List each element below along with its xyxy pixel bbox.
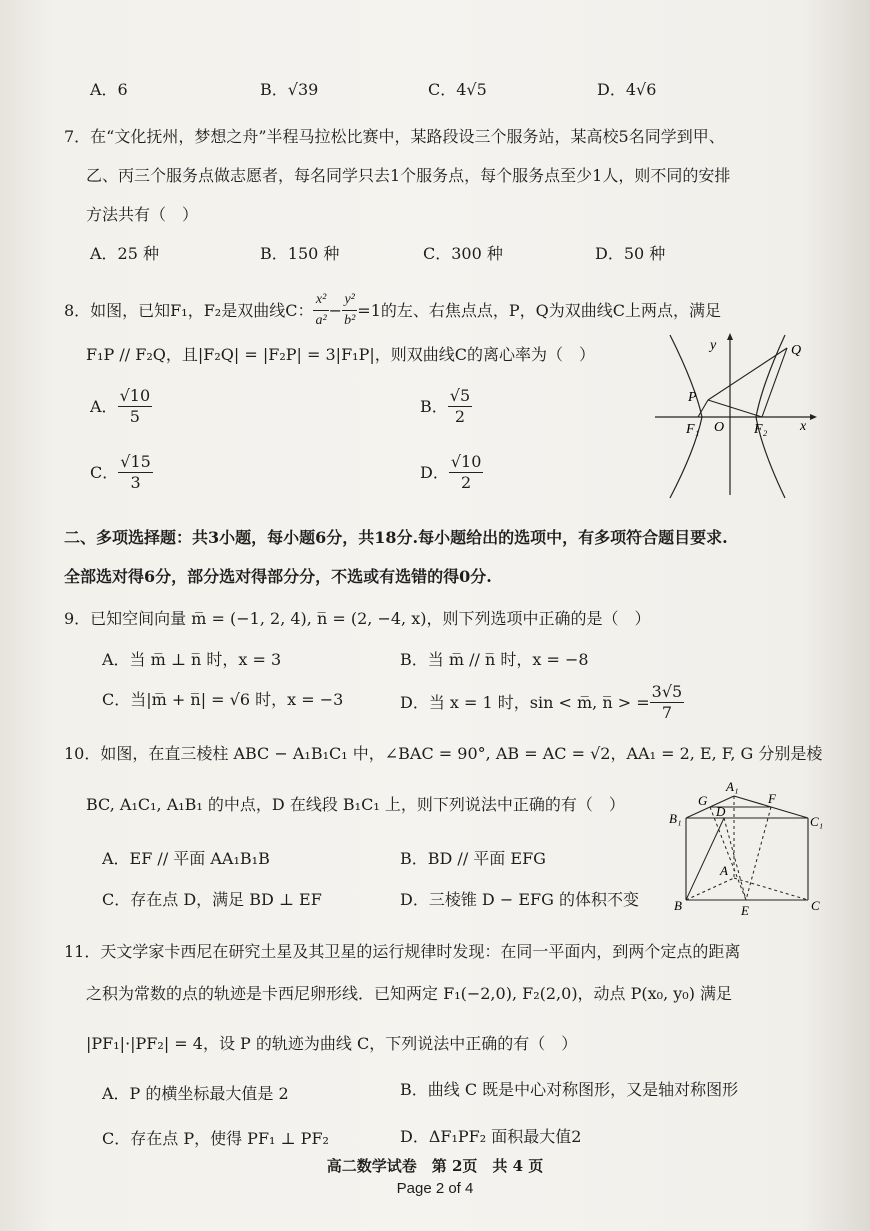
q8-frac-y-den: b²	[344, 313, 356, 328]
q8-frac-y	[342, 290, 357, 331]
label-C: C	[811, 898, 820, 913]
q6-option-d: D．4√6	[597, 80, 657, 99]
q8-option-a-den: 5	[129, 407, 140, 426]
label-A: A	[720, 863, 728, 878]
label-B: B	[674, 898, 682, 913]
section2-header-line1: 二、多项选择题：共3小题，每小题6分，共18分.每小题给出的选项中，有多项符合题目要求.	[64, 528, 728, 547]
label-A1: A₁	[726, 779, 739, 794]
q8-stem-prefix: 8．如图，已知F₁，F₂是双曲线C：	[64, 300, 314, 320]
q9-option-c: C．当|m̅ + n̅| = √6 时，x = −3	[102, 690, 344, 709]
q8-hyperbola-figure	[650, 330, 820, 500]
q10-option-d: D．三棱锥 D − EFG 的体积不变	[400, 890, 639, 909]
q8-frac-x-den: a²	[315, 313, 327, 328]
q8-option-d-den: 2	[461, 473, 472, 492]
label-C1: C₁	[810, 814, 824, 829]
q11-stem-line1: 11．天文学家卡西尼在研究土星及其卫星的运行规律时发现：在同一平面内，到两个定点的距离	[64, 942, 741, 961]
q9-option-d-num: 3√5	[651, 682, 683, 701]
label-Q: Q	[791, 343, 802, 358]
q10-stem-line1: 10．如图，在直三棱柱 ABC − A₁B₁C₁ 中，∠BAC = 90°, AB = AC = √2，AA₁ = 2, E, F, G 分别是棱	[64, 744, 823, 763]
label-P: P	[688, 390, 697, 405]
q8-option-a-frac	[118, 386, 153, 427]
q8-stem-line1	[64, 290, 721, 331]
q9-option-d	[400, 682, 684, 723]
q8-option-c-num: √15	[120, 452, 151, 471]
label-F2: F₂	[754, 422, 768, 437]
q11-stem-line2: 之积为常数的点的轨迹是卡西尼卵形线．已知两定 F₁(−2,0), F₂(2,0)，动点 P(x₀, y₀) 满足	[86, 984, 733, 1003]
x-axis-arrow	[810, 414, 817, 420]
q8-option-b-frac	[448, 386, 472, 427]
q8-option-c-frac	[118, 452, 153, 493]
segment-BD	[686, 818, 724, 900]
q7-option-b: B．150 种	[260, 244, 340, 263]
q8-frac-x	[313, 290, 328, 331]
q8-option-a-label: A．	[90, 396, 118, 416]
q10-stem-line2: BC, A₁C₁, A₁B₁ 的中点，D 在线段 B₁C₁ 上，则下列说法中正确的有（ ）	[86, 795, 625, 814]
q10-option-c: C．存在点 D，满足 BD ⊥ EF	[102, 890, 322, 909]
q9-stem: 9．已知空间向量 m̅ = (−1, 2, 4), n̅ = (2, −4, x)，则下列选项中正确的是（ ）	[64, 609, 651, 628]
q7-stem-line3: 方法共有（ ）	[86, 205, 199, 224]
q10-option-b: B．BD // 平面 EFG	[400, 849, 546, 868]
label-E: E	[741, 903, 749, 918]
q8-eq-rest: =1	[357, 300, 381, 320]
q8-option-a	[90, 386, 152, 427]
label-G: G	[698, 793, 708, 808]
q8-option-d-num: √10	[450, 452, 482, 471]
q9-option-d-den: 7	[661, 703, 673, 722]
label-B1: B₁	[669, 811, 682, 826]
label-y: y	[710, 338, 717, 353]
segment-DE	[724, 818, 746, 900]
label-x: x	[800, 419, 807, 434]
label-O: O	[714, 420, 725, 435]
q10-option-a: A．EF // 平面 AA₁B₁B	[102, 849, 270, 868]
q6-option-a: A．6	[90, 80, 128, 99]
q11-stem-line3: |PF₁|·|PF₂| = 4，设 P 的轨迹为曲线 C，下列说法中正确的有（ ）	[86, 1034, 578, 1053]
q6-option-b: B．√39	[260, 80, 319, 99]
segment-FE	[746, 807, 771, 900]
q8-stem-suffix: 的左、右焦点点，P，Q为双曲线C上两点，满足	[380, 300, 722, 320]
q8-option-b-label: B．	[420, 396, 448, 416]
q8-frac-x-num: x²	[313, 290, 328, 311]
q8-option-c-label: C．	[90, 462, 119, 482]
edge-AB	[686, 878, 734, 900]
q7-stem-line1: 7．在“文化抚州，梦想之舟”半程马拉松比赛中，某路段设三个服务站，某高校5名同学到甲、	[64, 127, 725, 146]
q8-option-c-den: 3	[130, 473, 141, 492]
q9-option-a: A．当 m̅ ⊥ n̅ 时，x = 3	[102, 650, 282, 669]
q7-option-d: D．50 种	[595, 244, 666, 263]
q8-minus: −	[328, 300, 343, 320]
q10-prism-figure	[668, 778, 830, 918]
q7-option-c: C．300 种	[423, 244, 503, 263]
q6-option-c: C．4√5	[428, 80, 487, 99]
q8-option-a-num: √10	[119, 386, 151, 405]
q8-stem-line2: F₁P // F₂Q，且|F₂Q| = |F₂P| = 3|F₁P|，则双曲线C的离心率为（ ）	[86, 345, 595, 364]
q8-option-b-den: 2	[454, 407, 466, 426]
q8-option-b-num: √5	[449, 386, 471, 405]
q8-option-b	[420, 386, 472, 427]
q8-frac-y-num: y²	[342, 290, 357, 311]
section2-header-line2: 全部选对得6分，部分选对得部分分，不选或有选错的得0分.	[64, 567, 492, 586]
q8-option-d-frac	[449, 452, 484, 493]
segment-PF2	[708, 400, 762, 417]
label-F: F	[768, 791, 776, 806]
q8-option-d	[420, 452, 483, 493]
page-footer-cn: 高二数学试卷 第 2页 共 4 页	[326, 1157, 544, 1175]
q9-option-d-text: D．当 x = 1 时，sin < m̅, n̅ > =	[400, 692, 650, 712]
page-footer-en: Page 2 of 4	[396, 1180, 474, 1197]
q11-option-c: C．存在点 P，使得 PF₁ ⊥ PF₂	[102, 1129, 329, 1148]
segment-PQ	[708, 348, 787, 400]
q7-option-a: A．25 种	[90, 244, 160, 263]
y-axis-arrow	[727, 333, 733, 340]
q9-option-b: B．当 m̅ // n̅ 时，x = −8	[400, 650, 589, 669]
label-D: D	[716, 804, 726, 819]
q11-option-d: D．ΔF₁PF₂ 面积最大值2	[400, 1127, 582, 1146]
q7-stem-line2: 乙、丙三个服务点做志愿者，每名同学只去1个服务点，每个服务点至少1人，则不同的安排	[86, 166, 731, 185]
q8-option-d-label: D．	[420, 462, 449, 482]
label-F1: F₁	[686, 422, 700, 437]
q8-option-c	[90, 452, 153, 493]
q11-option-b: B．曲线 C 既是中心对称图形，又是轴对称图形	[400, 1080, 739, 1099]
q11-option-a: A．P 的横坐标最大值是 2	[102, 1084, 289, 1103]
q9-option-d-frac	[650, 682, 685, 723]
